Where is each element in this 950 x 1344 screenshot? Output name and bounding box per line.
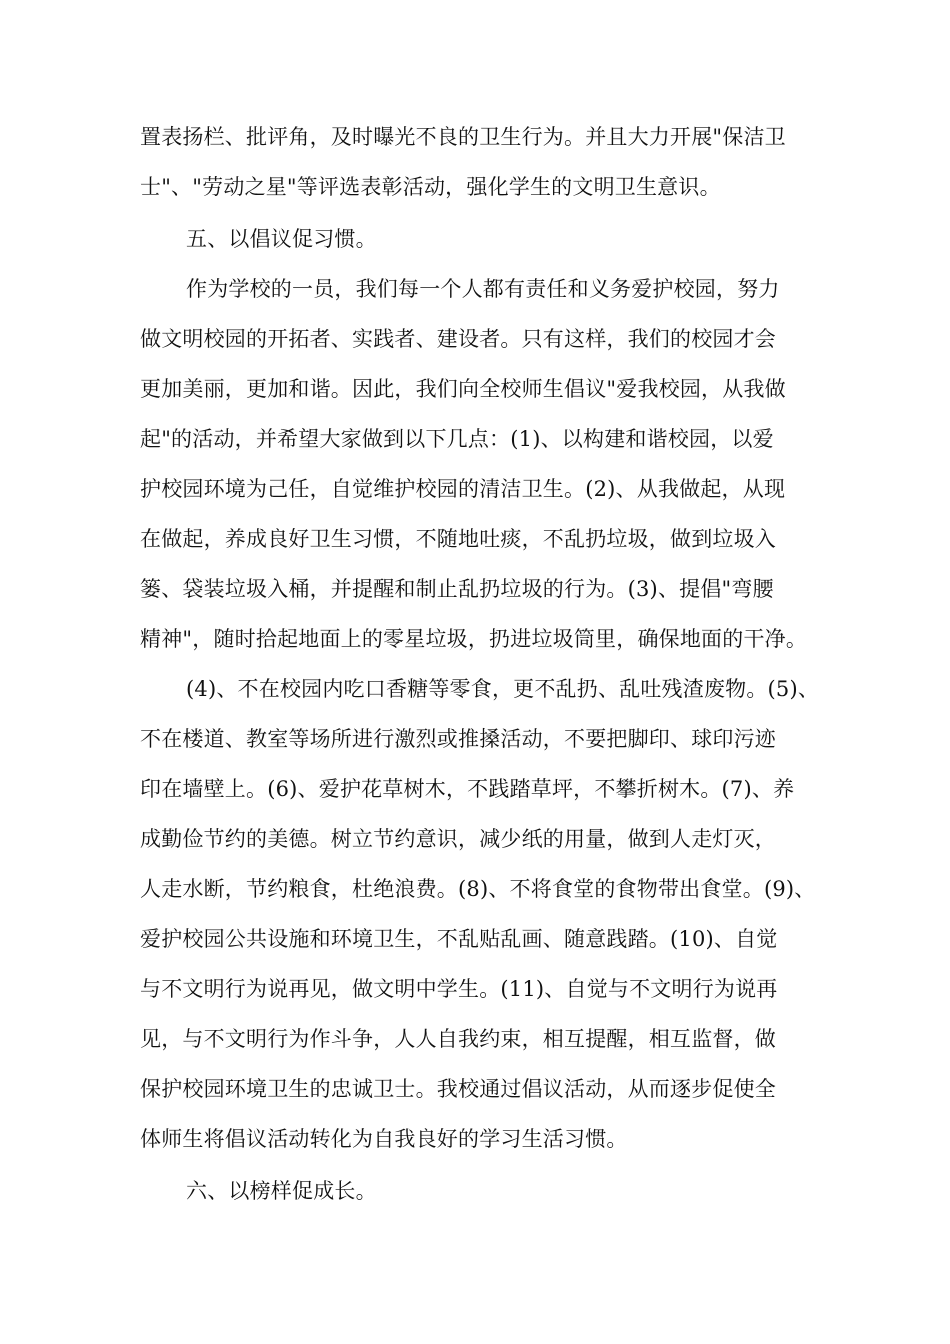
section-heading-6: 六、以榜样促成长。	[186, 1179, 377, 1203]
paragraph-line: 与不文明行为说再见，做文明中学生。(11)、自觉与不文明行为说再	[140, 977, 778, 1001]
paragraph-line: 爱护校园公共设施和环境卫生，不乱贴乱画、随意践踏。(10)、自觉	[140, 927, 778, 951]
paragraph-line: 精神"，随时拾起地面上的零星垃圾，扔进垃圾筒里，确保地面的干净。	[140, 627, 808, 651]
paragraph-line: (4)、不在校园内吃口香糖等零食，更不乱扔、乱吐残渣废物。(5)、	[186, 677, 820, 701]
paragraph-line: 士"、"劳动之星"等评选表彰活动，强化学生的文明卫生意识。	[140, 175, 721, 199]
paragraph-line: 不在楼道、教室等场所进行激烈或推搡活动，不要把脚印、球印污迹	[140, 727, 776, 751]
paragraph-line: 更加美丽，更加和谐。因此，我们向全校师生倡议"爱我校园，从我做	[140, 377, 786, 401]
paragraph-line: 置表扬栏、批评角，及时曝光不良的卫生行为。并且大力开展"保洁卫	[140, 125, 786, 149]
paragraph-line: 人走水断，节约粮食，杜绝浪费。(8)、不将食堂的食物带出食堂。(9)、	[140, 877, 816, 901]
section-heading-5: 五、以倡议促习惯。	[186, 227, 377, 251]
paragraph-line: 印在墙壁上。(6)、爱护花草树木，不践踏草坪，不攀折树木。(7)、养	[140, 777, 795, 801]
paragraph-line: 见，与不文明行为作斗争，人人自我约束，相互提醒，相互监督，做	[140, 1027, 776, 1051]
paragraph-line: 体师生将倡议活动转化为自我良好的学习生活习惯。	[140, 1127, 628, 1151]
paragraph-line: 作为学校的一员，我们每一个人都有责任和义务爱护校园，努力	[186, 277, 780, 301]
paragraph-line: 在做起，养成良好卫生习惯，不随地吐痰，不乱扔垃圾，做到垃圾入	[140, 527, 776, 551]
paragraph-line: 篓、袋装垃圾入桶，并提醒和制止乱扔垃圾的行为。(3)、提倡"弯腰	[140, 577, 774, 601]
paragraph-line: 做文明校园的开拓者、实践者、建设者。只有这样，我们的校园才会	[140, 327, 776, 351]
paragraph-line: 成勤俭节约的美德。树立节约意识，减少纸的用量，做到人走灯灭，	[140, 827, 776, 851]
paragraph-line: 护校园环境为己任，自觉维护校园的清洁卫生。(2)、从我做起，从现	[140, 477, 786, 501]
paragraph-line: 起"的活动，并希望大家做到以下几点：(1)、以构建和谐校园，以爱	[140, 427, 774, 451]
paragraph-line: 保护校园环境卫生的忠诚卫士。我校通过倡议活动，从而逐步促使全	[140, 1077, 776, 1101]
